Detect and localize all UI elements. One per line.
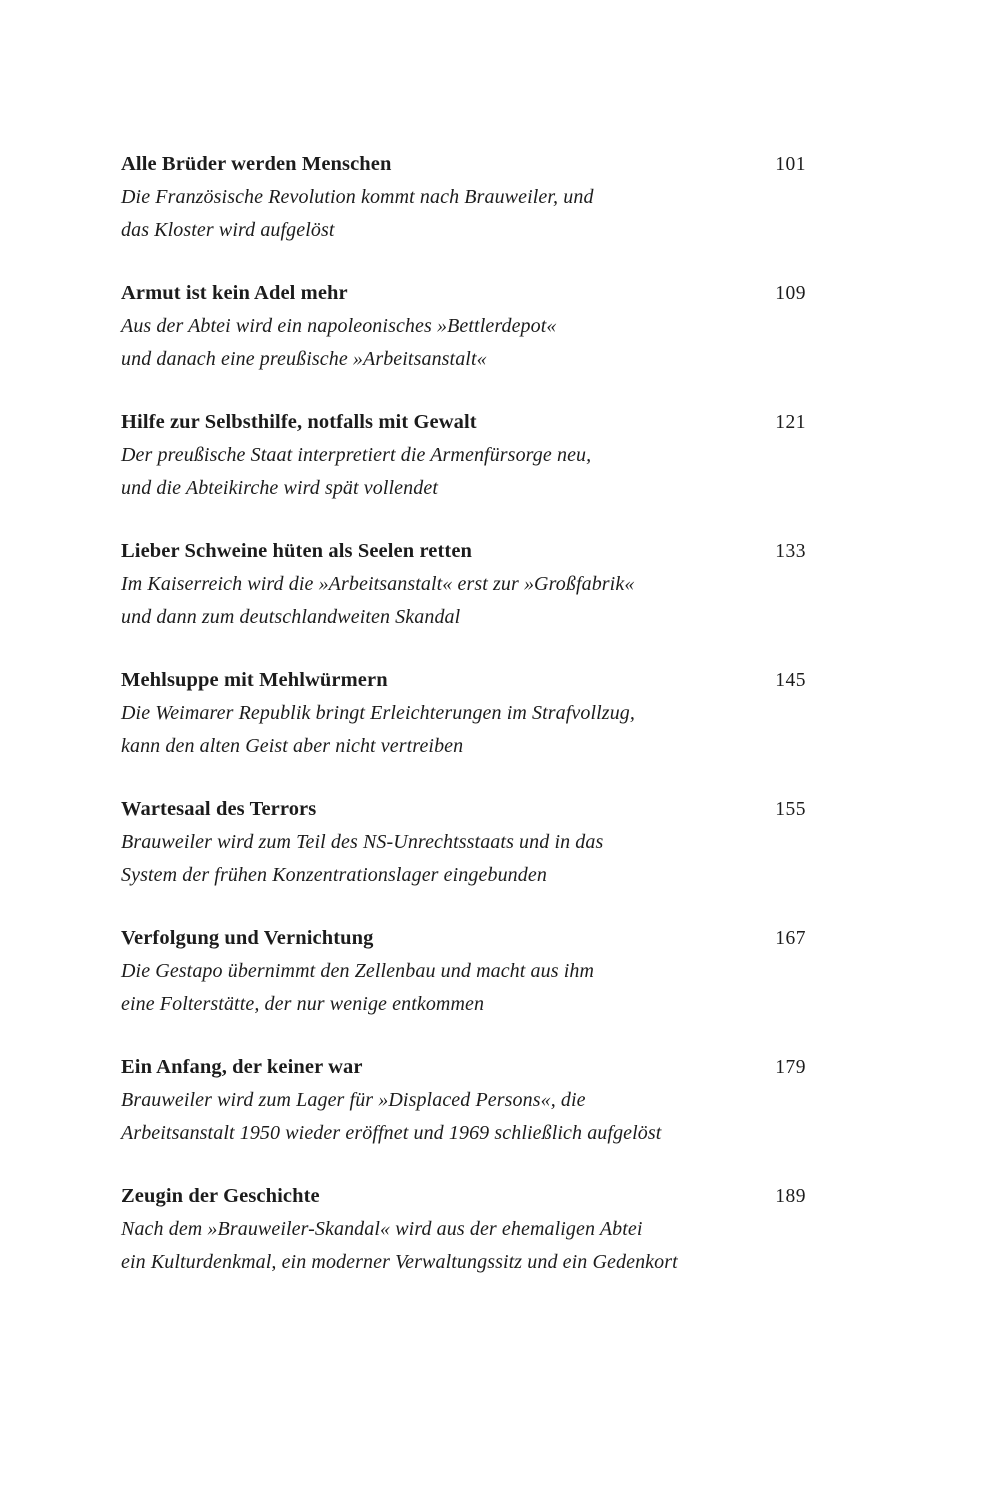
chapter-subtitle-line: Die Französische Revolution kommt nach Brauweiler, und [121,186,594,208]
chapter-title: Mehlsuppe mit Mehlwürmern [121,669,388,691]
chapter-title-row [121,148,806,181]
chapter-title: Verfolgung und Vernichtung [121,927,374,949]
chapter-title-row [121,793,806,826]
chapter-subtitle [121,181,806,247]
chapter-subtitle [121,955,806,1021]
chapter-subtitle-line: ein Kulturdenkmal, ein moderner Verwaltungssitz und ein Gedenkort [121,1251,678,1273]
chapter-subtitle-line: Im Kaiserreich wird die »Arbeitsanstalt« erst zur »Großfabrik« [121,573,635,595]
toc-entry [121,793,806,892]
chapter-subtitle [121,310,806,376]
chapter-subtitle [121,1084,806,1150]
chapter-page-number: 167 [775,928,806,949]
chapter-subtitle [121,439,806,505]
chapter-subtitle-line: Die Weimarer Republik bringt Erleichterungen im Strafvollzug, [121,702,635,724]
chapter-title-row [121,406,806,439]
chapter-title: Ein Anfang, der keiner war [121,1056,363,1078]
chapter-subtitle-line: Aus der Abtei wird ein napoleonisches »Bettlerdepot« [121,315,557,337]
chapter-title: Zeugin der Geschichte [121,1185,320,1207]
chapter-subtitle-line: Nach dem »Brauweiler-Skandal« wird aus der ehemaligen Abtei [121,1218,643,1240]
chapter-title-row [121,535,806,568]
chapter-title-row [121,664,806,697]
chapter-title-row [121,1180,806,1213]
chapter-page-number: 133 [775,541,806,562]
chapter-subtitle-line: Der preußische Staat interpretiert die Armenfürsorge neu, [121,444,592,466]
chapter-title: Hilfe zur Selbsthilfe, notfalls mit Gewalt [121,411,477,433]
chapter-subtitle-line: und danach eine preußische »Arbeitsanstalt« [121,348,487,370]
chapter-title: Alle Brüder werden Menschen [121,153,392,175]
chapter-subtitle-line: Brauweiler wird zum Lager für »Displaced Persons«, die [121,1089,586,1111]
chapter-page-number: 101 [775,154,806,175]
chapter-subtitle-line: System der frühen Konzentrationslager eingebunden [121,864,547,886]
toc-entry [121,664,806,763]
toc-entry [121,1180,806,1279]
chapter-page-number: 189 [775,1186,806,1207]
chapter-title: Armut ist kein Adel mehr [121,282,348,304]
toc-entry [121,277,806,376]
chapter-subtitle [121,1213,806,1279]
chapter-subtitle-line: eine Folterstätte, der nur wenige entkommen [121,993,485,1015]
toc-entry [121,922,806,1021]
chapter-subtitle-line: und dann zum deutschlandweiten Skandal [121,606,461,628]
chapter-subtitle [121,826,806,892]
chapter-subtitle-line: und die Abteikirche wird spät vollendet [121,477,438,499]
chapter-title: Wartesaal des Terrors [121,798,317,820]
chapter-title: Lieber Schweine hüten als Seelen retten [121,540,473,562]
chapter-page-number: 145 [775,670,806,691]
chapter-subtitle-line: Die Gestapo übernimmt den Zellenbau und macht aus ihm [121,960,595,982]
toc-entry [121,535,806,634]
chapter-title-row [121,922,806,955]
chapter-title-row [121,277,806,310]
chapter-subtitle [121,568,806,634]
table-of-contents [121,148,806,1279]
toc-entry [121,406,806,505]
chapter-subtitle-line: kann den alten Geist aber nicht vertreiben [121,735,464,757]
chapter-page-number: 155 [775,799,806,820]
chapter-subtitle-line: Arbeitsanstalt 1950 wieder eröffnet und 1969 schließlich aufgelöst [121,1122,662,1144]
chapter-page-number: 121 [775,412,806,433]
toc-entry [121,148,806,247]
chapter-page-number: 109 [775,283,806,304]
toc-entry [121,1051,806,1150]
chapter-subtitle-line: das Kloster wird aufgelöst [121,219,335,241]
chapter-title-row [121,1051,806,1084]
chapter-subtitle [121,697,806,763]
chapter-subtitle-line: Brauweiler wird zum Teil des NS-Unrechtsstaats und in das [121,831,604,853]
chapter-page-number: 179 [775,1057,806,1078]
